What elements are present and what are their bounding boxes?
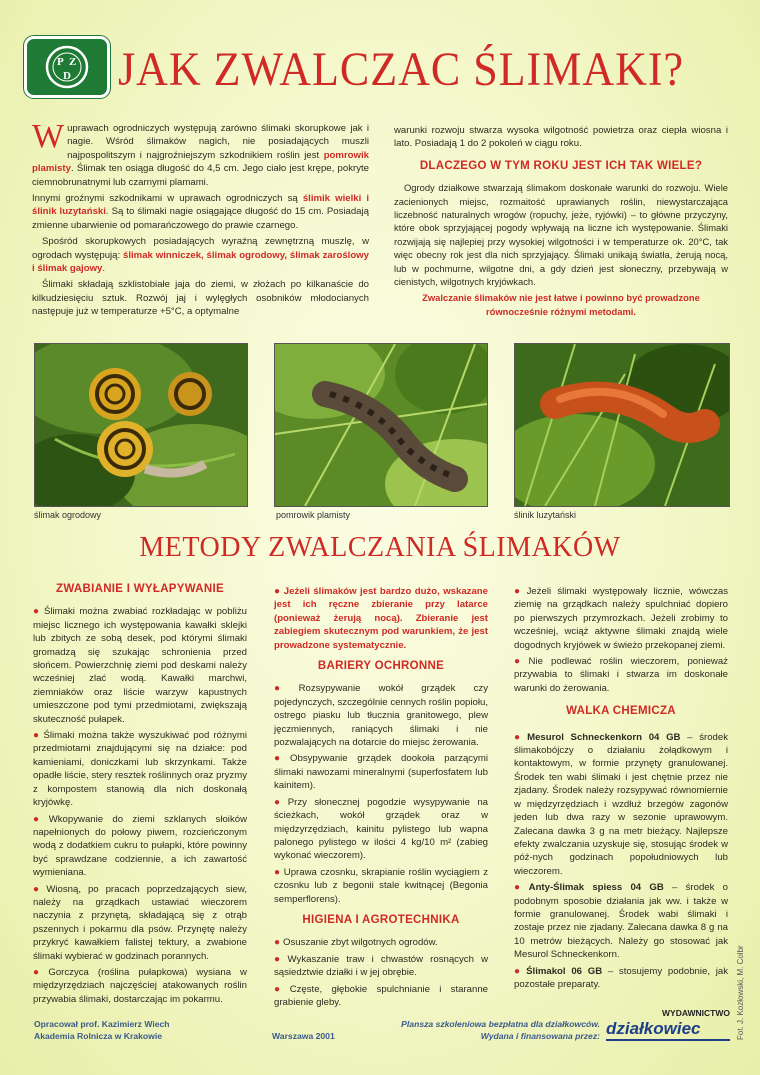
svg-text:Z: Z	[69, 56, 77, 68]
list-item: ● Ślimaki można także wyszukiwać pod różnymi przedmiotami znajdującymi się na działce: pod kamieniami, doniczkami lub skrzynkami. Także opadłe liście, stery resztek roślinnych oraz pryzmy z kompostem stanowią dla nich doskonałą kryjówkę.	[33, 730, 247, 809]
intro-text: warunki rozwoju stwarza wysoka wilgotność powietrza oraz ciepła wiosna i lato. Posiadają 1 do 2 pokoleń w ciągu roku.	[394, 125, 728, 150]
board-note-line: Plansza szkoleniowa bezpłatna dla działkowców.	[401, 1019, 600, 1029]
bullet-icon: ●	[514, 882, 526, 894]
section-heading: HIGIENA I AGROTECHNIKA	[302, 913, 460, 926]
intro-text: Ślimaki składają szklistobiałe jaja do ziemi, w złożach po kilkanaście do kilkudziesięciu sztuk. Rozwój jaj i wylęgłych osobników młodocianych następuje już w temperaturze +5°C, a optymalne	[32, 279, 369, 318]
bullet-icon: ●	[274, 866, 281, 878]
bullet-icon: ●	[274, 983, 287, 995]
bullet-icon: ●	[274, 953, 285, 965]
bullet-icon: ●	[514, 731, 525, 743]
bullet-icon: ●	[514, 656, 526, 668]
section-heading: WALKA CHEMICZA	[566, 705, 676, 718]
list-item: ● Jeżeli ślimaków jest bardzo dużo, wskazane jest ich ręczne zbieranie przy latarce (ponieważ żerują nocą). Zbieranie jest zabiegiem skutecznym pod warunkiem, że jest prowadzone systematycznie.	[274, 586, 488, 651]
photo-caption: ślinik luzytański	[514, 510, 577, 520]
photo-leopard-slug	[274, 343, 488, 507]
bullet-icon: ●	[33, 883, 44, 895]
list-item: ● Wkopywanie do ziemi szklanych słoików napełnionych do połowy piwem, rozcieńczonym wodą z dodatkiem cukru to pułapki, które powinny być sprawdzane codziennie, a ich zawartość wymieniana.	[33, 813, 248, 879]
bullet-icon: ●	[33, 606, 41, 618]
methods-column-3	[514, 585, 728, 994]
list-item: ● Uprawa czosnku, skrapianie roślin wyciągiem z czosnku lub z begonii stale kwitnącej (Begonia semperflorens).	[274, 866, 489, 905]
intro-column-left	[32, 118, 369, 322]
author-institution: Akademia Rolnicza w Krakowie	[34, 1031, 162, 1041]
bullet-icon: ●	[274, 683, 296, 695]
footer-author	[34, 1018, 254, 1042]
photo-spanish-slug	[514, 343, 730, 507]
list-item: ● Ślimaki można zwabiać rozkładając w pobliżu miejsc licznego ich występowania kawałki sklejki lub zbitych ze sobą desek, pod którymi ślimaki gromadzą się szukając schronienia przed słońcem. Powierzchnię ziemi pod deskami należy wcześniej zlać wodą. Kawałki marchwi, ziemniaków oraz liście warzyw kapustnych umieszczone pod tymi przedmiotami, zwiększają skuteczność pułapek.	[33, 606, 248, 725]
bullet-icon: ●	[33, 966, 46, 978]
pzd-logo	[24, 36, 110, 98]
intro-text: uprawach ogrodniczych występują zarówno ślimaki skorupkowe jak i nagie. Wśród ślimaków nagich, nie posiadających muszli najpospolitszym i najgroźniejszym szkodnikiem roślin jest	[67, 123, 369, 161]
bullet-icon: ●	[274, 796, 285, 808]
bullet-icon: ●	[33, 730, 41, 742]
pest-name: ślimak winniczek, ślimak ogrodowy, ślimak zaroślowy i ślimak gajowy	[32, 249, 369, 275]
author-name: Opracował prof. Kazimierz Wiech	[34, 1019, 170, 1029]
bullet-icon: ●	[514, 965, 524, 977]
publisher-block	[606, 1008, 730, 1041]
list-item: ● Osuszanie zbyt wilgotnych ogrodów.	[274, 937, 438, 949]
bullet-icon: ●	[514, 586, 524, 597]
list-item: ● Anty-Ślimak spiess 04 GB – środek o podobnym sposobie działania jak ww. i także w formie granulowanej. Środek wabi ślimaki i zostaje przez nie zjadany. Zalecana dawka 8 g na 10 metrów bieżących. Należy go stosować jak Mesurol Schneckenkorn.	[514, 882, 729, 961]
section-heading: ZWABIANIE I WYŁAPYWANIE	[56, 583, 224, 595]
bullet-icon: ●	[33, 813, 46, 825]
board-note-line: Wydana i finansowana przez:	[480, 1031, 600, 1041]
intro-column-right	[394, 124, 728, 321]
list-item: ● Ślimakol 06 GB – stosujemy podobnie, jak pozostałe preparaty.	[514, 965, 729, 990]
list-item: ● Obsypywanie grządek dookoła parzącymi ślimaki nawozami mineralnymi (superfosfatem lub kainitem).	[274, 753, 489, 792]
why-heading: DLACZEGO W TYM ROKU JEST ICH TAK WIELE?	[419, 159, 703, 172]
list-item: ● Mesurol Schneckenkorn 04 GB – środek ślimakobójczy o działaniu żołądkowym i kontaktowym, w formie przynęty granulowanej. Środek ten wabi ślimaki i jest chętnie przez nie zjadany. Środek należy rozsypywać równomiernie w międzyrzędziach i wzdłuż brzegów zagonów jeden lub dwa razy w sezonie uprawowym. Zalecana dawka 3 g na metr bieżący. Najlepsze efekty zwalczania uzyskuje się, stosując środek w póź-nych godzinach popołudniowych lub wieczorem.	[514, 731, 728, 877]
intro-text: Innymi groźnymi szkodnikami w uprawach ogrodniczych są	[32, 193, 303, 205]
list-item: ● Przy słonecznej pogodzie wysypywanie na ścieżkach, wokół grządek oraz w międzyrzędziach, kainitu pylistego lub wapna palonego pylistego w ilości 4 kg/10 m² (zabieg wykonać wieczorem).	[274, 796, 489, 862]
photo-garden-snail	[34, 343, 248, 507]
place-year: Warszawa 2001	[272, 1031, 335, 1041]
photo-caption: ślimak ogrodowy	[34, 510, 102, 520]
intro-text: . Są to ślimaki nagie osiągające długość do 15 cm. Posiadają zmienne ubarwienie od pomarańczowego do prawie czarnego.	[32, 206, 369, 231]
bullet-icon: ●	[274, 753, 288, 765]
publisher-label: WYDAWNICTWO	[662, 1008, 730, 1018]
publisher-logo: działkowiec	[606, 1019, 730, 1041]
list-item: ● Wiosną, po pracach poprzedzających siew, należy na grządkach ustawiać wieczorem naczynia z przynętą, składającą się z otrąb pszennych i pokarmu dla psów. Przynętę należy przykryć kawałkiem falistej tektury, a zwabione ślimaki wybierać w godzinach porannych.	[33, 883, 247, 962]
list-item: ● Nie podlewać roślin wieczorem, ponieważ przywabia to ślimaki i stwarza im doskonałe warunki do żerowania.	[514, 656, 728, 694]
pest-name: ślimik wielki i ślinik luzytański	[32, 193, 369, 218]
list-item: ● Rozsypywanie wokół grządek czy pojedynczych, szczególnie cennych roślin popiołu, ostrego piasku lub tłucznia granitowego, plew jęczmiennych, raniących ślimaki i nie pozwalających na dotarcie do miejsc żerowania.	[274, 683, 488, 749]
photo-caption: pomrowik plamisty	[276, 510, 351, 520]
why-conclusion: Zwalczanie ślimaków nie jest łatwe i powinno być prowadzone równocześnie różnymi metodami.	[422, 292, 700, 317]
methods-column-1	[33, 583, 247, 1009]
pest-name: pomrowik plamisty	[32, 149, 369, 175]
intro-text: .	[102, 263, 106, 275]
why-text: Ogrody działkowe stwarzają ślimakom doskonałe warunki do rozwoju. Wiele zacienionych miejsc, rozmaitość uprawianych roślin, niewystarczająca liczebność naturalnych wrogów (ropuchy, jeże, ryjówki) – to główne przyczyny, które obok sprzyjającej pogody wpływają na liczne ich występowanie. Ślimaki rozwijają się najlepiej przy wysokiej wilgotności i w temperaturze ok. 20°C, tak więc obecny rok jest dla nich sprzyjający. Ślimaki unikają światła, żerują nocą, lub w pochmurne, wilgotne dni, a gdy dzień jest słoneczny, przebywają w cienistych, wilgotnych kryjówkach.	[394, 182, 728, 288]
dropcap: W	[32, 118, 65, 155]
list-item: ● Wykaszanie traw i chwastów rosnących w sąsiedztwie działki i w jej obrębie.	[274, 953, 488, 979]
intro-text: . Ślimak ten osiąga długość do 4,5 cm. Jego ciało jest krępe, pokryte ciemnobrunatnymi lub czarnymi plamami.	[32, 163, 369, 188]
section-heading: BARIERY OCHRONNE	[317, 660, 445, 673]
svg-text:P: P	[57, 56, 64, 68]
page-title: JAK ZWALCZAC ŚLIMAKI?	[118, 43, 685, 96]
footer-board-note	[388, 1018, 600, 1042]
list-item: ● Jeżeli ślimaki występowały licznie, wówczas ziemię na grządkach należy spulchniać dopiero po pierwszych przymrozkach. Jeżeli zrobimy to wcześniej, wciąż aktywne ślimaki znajdą wiele dogodnych kryjówek w świeżo przekopanej ziemi.	[514, 586, 728, 651]
svg-text:D: D	[63, 70, 71, 82]
methods-heading: METODY ZWALCZANIA ŚLIMAKÓW	[139, 532, 621, 563]
bullet-icon: ●	[274, 586, 281, 597]
list-item: ● Częste, głębokie spulchnianie i staranne grabienie gleby.	[274, 983, 488, 1008]
bullet-icon: ●	[274, 937, 281, 949]
methods-column-2	[274, 585, 488, 1012]
intro-text: Spośród skorupkowych posiadających wyraźną zewnętrzną muszlę, w ogrodach występują:	[32, 236, 369, 261]
photo-credit: Fot. J. Kozłowski, M. Colbr	[736, 945, 745, 1040]
list-item: ● Gorczyca (roślina pułapkowa) wysiana w międzyrzędziach najczęściej atakowanych roślin przywabia ślimaki, dostarczając im pokarmu.	[33, 966, 247, 1005]
